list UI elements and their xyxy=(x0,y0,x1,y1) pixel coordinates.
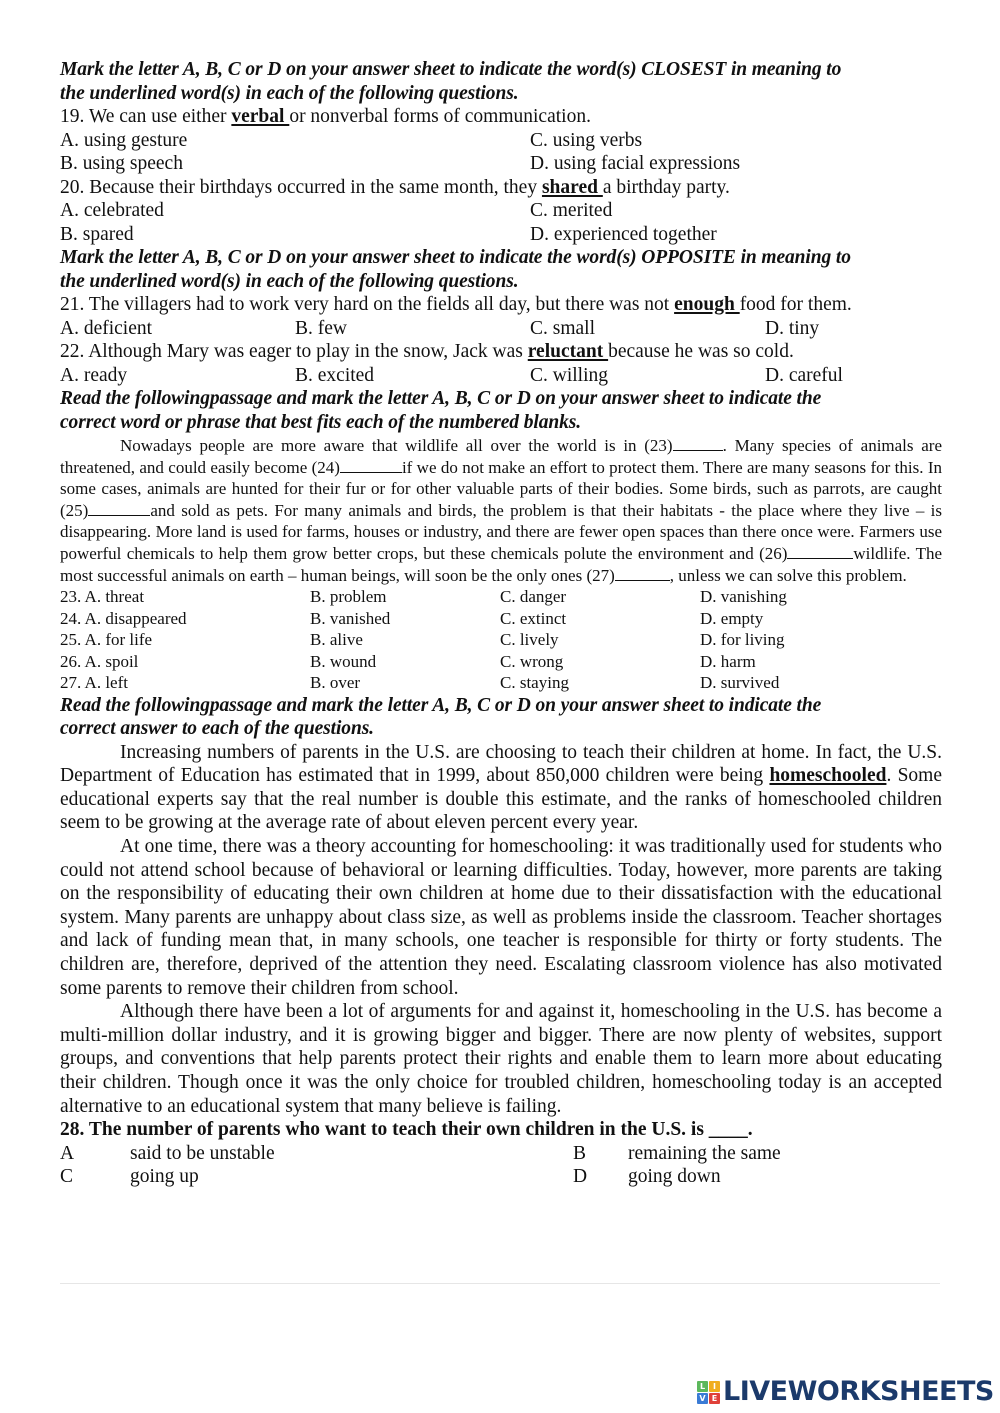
option-d[interactable]: D. tiny xyxy=(765,317,820,339)
option-a[interactable]: 26. A. spoil xyxy=(60,651,139,671)
cloze-passage xyxy=(60,435,942,586)
passage-text: Nowadays people are more aware that wildlife all over the world is in (23) xyxy=(120,436,673,455)
instruction-line: Read the followingpassage and mark the letter A, B, C or D on your answer sheet to indicate the xyxy=(60,388,822,409)
option-d[interactable]: D. empty xyxy=(700,608,764,628)
option-letter-b[interactable]: B xyxy=(573,1142,587,1164)
option-c[interactable]: C. danger xyxy=(500,587,567,607)
option-b[interactable]: B. few xyxy=(295,317,347,339)
option-d[interactable]: going down xyxy=(628,1166,721,1188)
passage-text: , unless we can solve this problem. xyxy=(669,565,907,585)
option-c[interactable]: C. staying xyxy=(500,673,569,693)
question-text: Although Mary was eager to play in the snow, Jack was xyxy=(88,341,528,362)
question-text: because he was so cold. xyxy=(608,341,794,362)
option-d[interactable]: D. for living xyxy=(700,630,785,650)
option-c[interactable]: C. using verbs xyxy=(530,129,643,151)
logo-icon xyxy=(697,1381,720,1404)
blank-26[interactable] xyxy=(787,544,853,559)
options-row-25 xyxy=(60,629,942,651)
option-b[interactable]: B. excited xyxy=(295,364,375,386)
question-text: food for them. xyxy=(739,294,852,315)
option-b[interactable]: B. spared xyxy=(60,223,134,245)
instruction-line: the underlined word(s) in each of the following questions. xyxy=(60,270,519,292)
instruction-line: Mark the letter A, B, C or D on your answer sheet to indicate the word(s) OPPOSITE in meaning to xyxy=(60,247,851,268)
cloze-options xyxy=(60,586,942,694)
instruction-line: correct word or phrase that best fits each of the numbered blanks. xyxy=(60,411,582,433)
liveworksheets-logo xyxy=(697,1378,994,1406)
option-c[interactable]: C. lively xyxy=(500,630,559,650)
option-c[interactable]: going up xyxy=(130,1166,199,1188)
underlined-word: shared xyxy=(541,176,603,198)
paragraph-2: At one time, there was a theory accounting for homeschooling: it was traditionally used for students who could not attend school because of behavioral or learning difficulties. Today, however, more parents are taking on the responsibility of educating their own children at home due to their dissatisfaction with the educational system. Many parents are unhappy about class size, as well as problems inside the classroom. Teacher shortages and lack of funding mean that, in many schools, one teacher is responsible for thirty or forty students. The children are, therefore, deprived of the attention they need. Escalating classroom violence has also motivated some parents to remove their children from school. xyxy=(60,836,942,999)
divider xyxy=(60,1283,940,1284)
option-d[interactable]: D. survived xyxy=(700,673,780,693)
options-row xyxy=(60,152,942,176)
question-19 xyxy=(60,105,942,129)
options-row xyxy=(60,1165,942,1189)
passage-text: . Some educational experts say that the real number is double this estimate, and the ranks of homeschooled children seem to be growing at the average rate of about eleven percent every year. xyxy=(60,765,942,834)
question-text: a birthday party. xyxy=(602,176,730,198)
option-c[interactable]: C. willing xyxy=(530,364,609,386)
question-text: The villagers had to work very hard on the fields all day, but there was not xyxy=(88,294,675,315)
instruction-cloze xyxy=(60,387,942,434)
instruction-closest xyxy=(60,58,942,105)
question-number: 19. xyxy=(60,106,85,127)
reading-passage xyxy=(60,741,942,1119)
paragraph-3: Although there have been a lot of arguments for and against it, homeschooling in the U.S. has become a multi-million dollar industry, and it is growing bigger and bigger. There are now plenty of websites, support groups, and conventions that help parents protect their rights and enable them to learn more about educating their children. Though once it was the only choice for troubled children, homeschooling today is an accepted alternative to an educational system that many believe is failing. xyxy=(60,1001,942,1117)
options-row xyxy=(60,364,942,388)
options-row-23 xyxy=(60,586,942,608)
question-number: 21. xyxy=(60,294,85,315)
instruction-opposite xyxy=(60,246,942,293)
option-d[interactable]: D. harm xyxy=(700,651,756,671)
logo-tile-l: L xyxy=(697,1381,708,1392)
question-text: Because their birthdays occurred in the same month, they xyxy=(89,176,542,198)
question-20 xyxy=(60,176,942,200)
worksheet-page xyxy=(60,58,942,1189)
option-d[interactable]: D. vanishing xyxy=(700,587,787,607)
blank-25[interactable] xyxy=(88,501,150,516)
option-a[interactable]: 27. A. left xyxy=(60,673,128,693)
question-28: 28. The number of parents who want to teach their own children in the U.S. is ____. xyxy=(60,1119,753,1141)
passage-text: and sold as pets. For many animals and birds, the problem is that their habitats - the place where they live – is disappearing. More land is used for farms, houses or industry, and there are fewer open spaces than there once were. Farmers use powerful chemicals to help them grow better crops, but these chemicals polute the environment and (26) xyxy=(60,500,942,563)
instruction-reading xyxy=(60,694,942,741)
option-c[interactable]: C. small xyxy=(530,317,596,339)
underlined-word: enough xyxy=(674,294,740,315)
option-a[interactable]: 23. A. threat xyxy=(60,587,145,607)
instruction-line: correct answer to each of the questions. xyxy=(60,718,374,740)
option-d[interactable]: D. careful xyxy=(765,364,843,386)
options-row xyxy=(60,129,942,153)
instruction-line: Mark the letter A, B, C or D on your answer sheet to indicate the word(s) CLOSEST in meaning to xyxy=(60,59,842,80)
logo-tile-e: E xyxy=(709,1393,720,1404)
option-a[interactable]: said to be unstable xyxy=(130,1142,275,1164)
question-text: or nonverbal forms of communication. xyxy=(289,106,591,127)
question-number: 22. xyxy=(60,341,85,362)
option-a[interactable]: A. deficient xyxy=(60,317,153,339)
instruction-line: Read the followingpassage and mark the letter A, B, C or D on your answer sheet to indicate the xyxy=(60,694,822,716)
options-row xyxy=(60,223,942,247)
question-22 xyxy=(60,340,942,364)
option-letter-a[interactable]: A xyxy=(60,1142,75,1164)
paragraph-1 xyxy=(60,741,942,835)
logo-tile-v: V xyxy=(697,1393,708,1404)
options-row-24 xyxy=(60,608,942,630)
option-d[interactable]: D. using facial expressions xyxy=(530,153,741,174)
option-a[interactable]: A. using gesture xyxy=(60,129,188,151)
option-letter-c[interactable]: C xyxy=(60,1166,74,1188)
passage-text: if we do not make an effort to protect them. There are many seasons for this. In some cases, animals are hunted for their fur or for other valuable parts of their bodies. Some birds, such as parrots, are caught (25) xyxy=(60,457,943,520)
option-c[interactable]: C. extinct xyxy=(500,608,567,628)
option-b[interactable]: remaining the same xyxy=(628,1142,781,1164)
question-21 xyxy=(60,293,942,317)
options-row xyxy=(60,1142,942,1166)
option-b[interactable]: B. problem xyxy=(310,587,387,607)
passage-text: wildlife. The most successful animals on earth – human beings, will soon be the only ones (27) xyxy=(60,543,943,585)
blank-23[interactable] xyxy=(673,436,723,451)
option-b[interactable]: B. over xyxy=(310,673,361,693)
question-text: We can use either xyxy=(88,106,232,127)
option-letter-d[interactable]: D xyxy=(573,1166,588,1188)
option-a[interactable]: 25. A. for life xyxy=(60,630,153,650)
option-b[interactable]: B. using speech xyxy=(60,153,183,174)
option-c[interactable]: C. merited xyxy=(530,200,613,221)
underlined-word: reluctant xyxy=(527,341,609,362)
blank-27[interactable] xyxy=(615,566,670,581)
logo-tile-i: I xyxy=(709,1381,720,1392)
logo-text: LIVEWORKSHEETS xyxy=(723,1376,994,1407)
options-row-27 xyxy=(60,672,942,694)
underlined-word: verbal xyxy=(231,106,290,127)
instruction-line: the underlined word(s) in each of the following questions. xyxy=(60,82,519,104)
option-a[interactable]: 24. A. disappeared xyxy=(60,608,187,628)
option-a[interactable]: A. celebrated xyxy=(60,200,164,221)
options-row xyxy=(60,199,942,223)
option-b[interactable]: B. wound xyxy=(310,651,377,671)
option-d[interactable]: D. experienced together xyxy=(530,223,717,245)
options-row-26 xyxy=(60,651,942,673)
option-a[interactable]: A. ready xyxy=(60,364,128,386)
option-b[interactable]: B. alive xyxy=(310,630,363,650)
blank-24[interactable] xyxy=(340,458,402,473)
option-c[interactable]: C. wrong xyxy=(500,651,564,671)
passage-text: Increasing numbers of parents in the U.S. are choosing to teach their children at home. In fact, the U.S. Department of Education has estimated that in 1999, about 850,000 children were being xyxy=(60,741,942,787)
passage-text: . Many species of animals are threatened, and could easily become (24) xyxy=(60,436,942,477)
options-row xyxy=(60,317,942,341)
question-number: 20. xyxy=(60,176,85,198)
option-b[interactable]: B. vanished xyxy=(310,608,391,628)
underlined-word: homeschooled xyxy=(769,765,887,787)
